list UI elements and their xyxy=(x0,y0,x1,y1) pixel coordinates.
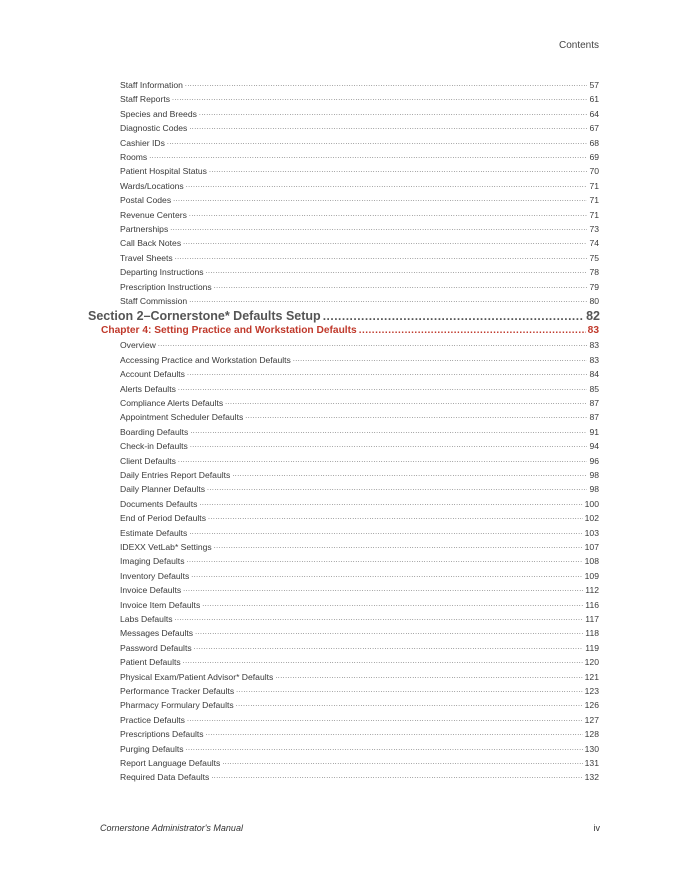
toc-dot-leader xyxy=(194,641,584,655)
toc-entry[interactable] xyxy=(120,382,599,396)
toc-entry[interactable] xyxy=(120,742,599,756)
toc-dot-leader xyxy=(323,308,584,324)
toc-entry[interactable] xyxy=(120,121,599,135)
toc-entry-label: Labs Defaults xyxy=(120,614,173,624)
toc-chapter-entry[interactable] xyxy=(101,323,599,338)
toc-entry-page: 121 xyxy=(584,671,599,682)
toc-dot-leader xyxy=(170,222,587,236)
toc-dot-leader xyxy=(195,626,583,640)
toc-entry[interactable] xyxy=(120,425,599,439)
toc-dot-leader xyxy=(189,121,587,135)
toc-entry-label: Overview xyxy=(120,340,156,351)
toc-entry-page: 70 xyxy=(589,166,599,177)
toc-entry[interactable] xyxy=(120,280,599,294)
toc-dot-leader xyxy=(225,396,587,410)
toc-entry-page: 83 xyxy=(587,325,599,337)
toc-entry-label: Performance Tracker Defaults xyxy=(120,686,235,696)
toc-entry[interactable] xyxy=(120,670,599,684)
toc-dot-leader xyxy=(206,265,588,279)
toc-dot-leader xyxy=(199,497,582,511)
toc-entry-label: Species and Breeds xyxy=(120,108,197,119)
toc-entry-page: 74 xyxy=(589,238,599,249)
toc-entry[interactable] xyxy=(120,179,599,193)
toc-entry-label: End of Period Defaults xyxy=(120,513,206,524)
toc-dot-leader xyxy=(172,92,587,106)
toc-entry[interactable] xyxy=(120,410,599,424)
toc-dot-leader xyxy=(232,468,587,482)
toc-entry-label: Patient Hospital Status xyxy=(120,166,207,177)
toc-dot-leader xyxy=(245,410,587,424)
toc-entry-label: Daily Planner Defaults xyxy=(120,484,206,495)
toc-entry[interactable] xyxy=(120,684,599,698)
toc-entry[interactable] xyxy=(120,367,599,381)
toc-entry-label: Invoice Defaults xyxy=(120,585,182,596)
toc-entry-label: Diagnostic Codes xyxy=(120,123,188,134)
toc-entry-label: Client Defaults xyxy=(120,455,176,466)
toc-entry-page: 75 xyxy=(589,252,599,263)
toc-dot-leader xyxy=(236,698,583,712)
toc-entry[interactable] xyxy=(120,497,599,511)
toc-entry-page: 123 xyxy=(584,686,599,696)
toc-dot-leader xyxy=(183,583,583,597)
toc-entry-label: Postal Codes xyxy=(120,195,172,206)
toc-entry-page: 57 xyxy=(589,80,599,90)
toc-entry[interactable] xyxy=(120,598,599,612)
toc-entry-label: Alerts Defaults xyxy=(120,383,176,394)
toc-entry[interactable] xyxy=(120,482,599,496)
toc-entry-page: 87 xyxy=(589,412,599,423)
toc-dot-leader xyxy=(208,511,583,525)
toc-entry-label: Cashier IDs xyxy=(120,137,165,148)
toc-entry-label: Call Back Notes xyxy=(120,238,182,249)
toc-entry-page: 98 xyxy=(589,484,599,495)
toc-entry-page: 94 xyxy=(589,441,599,452)
toc-entry-page: 103 xyxy=(584,527,599,538)
toc-dot-leader xyxy=(359,323,586,338)
toc-entry[interactable] xyxy=(120,353,599,367)
toc-dot-leader xyxy=(189,526,582,540)
toc-dot-leader xyxy=(183,655,583,669)
toc-entry[interactable] xyxy=(120,554,599,568)
toc-dot-leader xyxy=(187,713,583,727)
toc-entry-page: 112 xyxy=(585,585,599,596)
toc-entry-label: Compliance Alerts Defaults xyxy=(120,398,224,408)
toc-entry-page: 85 xyxy=(589,383,599,394)
toc-entry-label: Patient Defaults xyxy=(120,657,181,668)
toc-dot-leader xyxy=(173,193,587,207)
toc-entry[interactable] xyxy=(120,164,599,178)
toc-entry-page: 83 xyxy=(589,354,599,365)
toc-entry-label: Accessing Practice and Workstation Defaults xyxy=(120,354,291,365)
toc-dot-leader xyxy=(178,454,588,468)
toc-entry-page: 118 xyxy=(585,628,599,639)
toc-entry-label: Physical Exam/Patient Advisor* Defaults xyxy=(120,671,274,682)
toc-entry[interactable] xyxy=(120,208,599,222)
toc-entry-label: Staff Information xyxy=(120,80,183,90)
toc-entry-label: Wards/Locations xyxy=(120,180,184,191)
toc-entry[interactable] xyxy=(120,713,599,727)
toc-entry[interactable] xyxy=(120,396,599,410)
toc-entry-page: 127 xyxy=(584,714,599,725)
toc-entry[interactable] xyxy=(120,583,599,597)
toc-entry[interactable] xyxy=(120,756,599,770)
page-header: Contents xyxy=(558,40,599,51)
toc-entry[interactable] xyxy=(120,92,599,106)
toc-entry-page: 100 xyxy=(584,498,599,509)
toc-entry-label: Practice Defaults xyxy=(120,714,185,725)
toc-entry[interactable] xyxy=(120,612,599,626)
toc-dot-leader xyxy=(214,540,583,554)
toc-dot-leader xyxy=(211,770,582,784)
toc-entry-page: 73 xyxy=(589,224,599,234)
toc-dot-leader xyxy=(178,382,588,396)
toc-entry-page: 61 xyxy=(589,94,599,105)
toc-dot-leader xyxy=(207,482,587,496)
toc-entry-label: Boarding Defaults xyxy=(120,426,189,437)
toc-entry-page: 126 xyxy=(584,700,599,711)
toc-dot-leader xyxy=(202,598,583,612)
toc-entry-label: IDEXX VetLab* Settings xyxy=(120,542,212,552)
toc-entry-page: 68 xyxy=(589,137,599,148)
toc-dot-leader xyxy=(167,136,588,150)
toc-entry[interactable] xyxy=(120,193,599,207)
toc-dot-leader xyxy=(199,107,588,121)
toc-entry-page: 128 xyxy=(584,729,599,740)
toc-entry[interactable] xyxy=(120,251,599,265)
toc-entry[interactable] xyxy=(120,136,599,150)
toc-entry[interactable] xyxy=(120,655,599,669)
toc-dot-leader xyxy=(189,208,588,222)
toc-entry-page: 78 xyxy=(589,267,599,278)
toc-entry-page: 132 xyxy=(584,772,599,783)
toc-entry-label: Inventory Defaults xyxy=(120,570,190,581)
toc-entry[interactable] xyxy=(120,569,599,583)
toc-dot-leader xyxy=(149,150,587,164)
toc-entry-page: 91 xyxy=(589,426,599,437)
toc-dot-leader xyxy=(293,353,588,367)
toc-entry[interactable] xyxy=(120,468,599,482)
toc-entry-label: Staff Commission xyxy=(120,296,188,306)
toc-entry-page: 98 xyxy=(589,470,599,480)
toc-dot-leader xyxy=(214,280,588,294)
toc-entry[interactable] xyxy=(120,511,599,525)
toc-entry[interactable] xyxy=(120,526,599,540)
toc-entry[interactable] xyxy=(120,770,599,784)
toc-entry[interactable] xyxy=(120,338,599,352)
toc-entry-page: 79 xyxy=(589,281,599,292)
toc-entry-page: 108 xyxy=(584,556,599,567)
toc-entry[interactable] xyxy=(120,641,599,655)
toc-dot-leader xyxy=(275,670,582,684)
toc-entry-page: 83 xyxy=(589,340,599,351)
toc-entry-label: Rooms xyxy=(120,152,148,162)
toc-dot-leader xyxy=(187,367,587,381)
toc-entry[interactable] xyxy=(120,107,599,121)
toc-dot-leader xyxy=(222,756,582,770)
toc-dot-leader xyxy=(183,236,587,250)
toc-entry-label: Departing Instructions xyxy=(120,267,204,278)
toc-entry[interactable] xyxy=(120,454,599,468)
toc-entry-label: Imaging Defaults xyxy=(120,556,185,567)
toc-entry-label: Estimate Defaults xyxy=(120,527,188,538)
toc-entry-label: Travel Sheets xyxy=(120,252,173,263)
toc-entry-page: 120 xyxy=(584,657,599,668)
toc-entry[interactable] xyxy=(120,294,599,308)
toc-entry-page: 71 xyxy=(589,180,599,191)
toc-entry-label: Prescriptions Defaults xyxy=(120,729,204,740)
toc-entry-page: 96 xyxy=(589,455,599,466)
toc-entry-page: 80 xyxy=(589,296,599,306)
toc-dot-leader xyxy=(186,742,583,756)
toc-dot-leader xyxy=(190,439,588,453)
toc-dot-leader xyxy=(190,425,587,439)
footer-manual-title: Cornerstone Administrator's Manual xyxy=(100,823,243,833)
toc-dot-leader xyxy=(191,569,582,583)
toc-entry[interactable] xyxy=(120,222,599,236)
toc-entry[interactable] xyxy=(120,698,599,712)
toc-entry-page: 116 xyxy=(585,599,599,610)
toc-dot-leader xyxy=(209,164,587,178)
toc-entry-page: 109 xyxy=(584,570,599,581)
toc-entry-label: Messages Defaults xyxy=(120,628,194,639)
toc-entry[interactable] xyxy=(120,727,599,741)
toc-entry[interactable] xyxy=(120,78,599,92)
toc-entry-label: Documents Defaults xyxy=(120,498,198,509)
toc-entry-page: 117 xyxy=(585,614,599,624)
toc-entry-label: Prescription Instructions xyxy=(120,281,212,292)
toc-dot-leader xyxy=(236,684,583,698)
toc-entry-page: 71 xyxy=(589,195,599,206)
toc-entry-page: 69 xyxy=(589,152,599,162)
toc-entry[interactable] xyxy=(120,626,599,640)
toc-entry-page: 84 xyxy=(589,369,599,380)
footer-page-number: iv xyxy=(593,823,600,833)
toc-entry-label: Invoice Item Defaults xyxy=(120,599,201,610)
toc-dot-leader xyxy=(158,338,588,352)
toc-entry-label: Account Defaults xyxy=(120,369,185,380)
toc-dot-leader xyxy=(189,294,587,308)
toc-entry-page: 82 xyxy=(586,309,600,324)
toc-dot-leader xyxy=(175,251,588,265)
toc-entry-page: 87 xyxy=(589,398,599,408)
toc-entry-label: Required Data Defaults xyxy=(120,772,210,783)
toc-entry-label: Chapter 4: Setting Practice and Workstation Defaults xyxy=(101,325,357,337)
toc-section-entry[interactable] xyxy=(88,308,600,324)
toc-dot-leader xyxy=(206,727,583,741)
toc-entry-label: Partnerships xyxy=(120,224,169,234)
toc-entry[interactable] xyxy=(120,236,599,250)
toc-entry-page: 102 xyxy=(584,513,599,524)
toc-entry[interactable] xyxy=(120,265,599,279)
toc-entry-label: Password Defaults xyxy=(120,642,192,653)
toc-entry-page: 130 xyxy=(584,743,599,754)
toc-entry-page: 64 xyxy=(589,108,599,119)
toc-entry-label: Report Language Defaults xyxy=(120,758,221,768)
toc-entry-page: 67 xyxy=(589,123,599,134)
toc-entry[interactable] xyxy=(120,439,599,453)
toc-entry-label: Check-in Defaults xyxy=(120,441,188,452)
toc-entry-label: Appointment Scheduler Defaults xyxy=(120,412,244,423)
toc-entry-page: 107 xyxy=(584,542,599,552)
toc-entry-page: 131 xyxy=(584,758,599,768)
toc-entry-label: Pharmacy Formulary Defaults xyxy=(120,700,234,711)
toc-entry-label: Daily Entries Report Defaults xyxy=(120,470,231,480)
toc-entry-page: 119 xyxy=(585,642,599,653)
toc-entry[interactable] xyxy=(120,150,599,164)
toc-dot-leader xyxy=(187,554,583,568)
toc-dot-leader xyxy=(175,612,584,626)
toc-dot-leader xyxy=(185,78,588,92)
toc-entry-label: Purging Defaults xyxy=(120,743,184,754)
toc-dot-leader xyxy=(186,179,588,193)
toc-entry-label: Revenue Centers xyxy=(120,209,187,220)
toc-entry-label: Section 2–Cornerstone* Defaults Setup xyxy=(88,309,321,324)
toc-entry-label: Staff Reports xyxy=(120,94,170,105)
toc-entry[interactable] xyxy=(120,540,599,554)
toc-entry-page: 71 xyxy=(589,209,599,220)
